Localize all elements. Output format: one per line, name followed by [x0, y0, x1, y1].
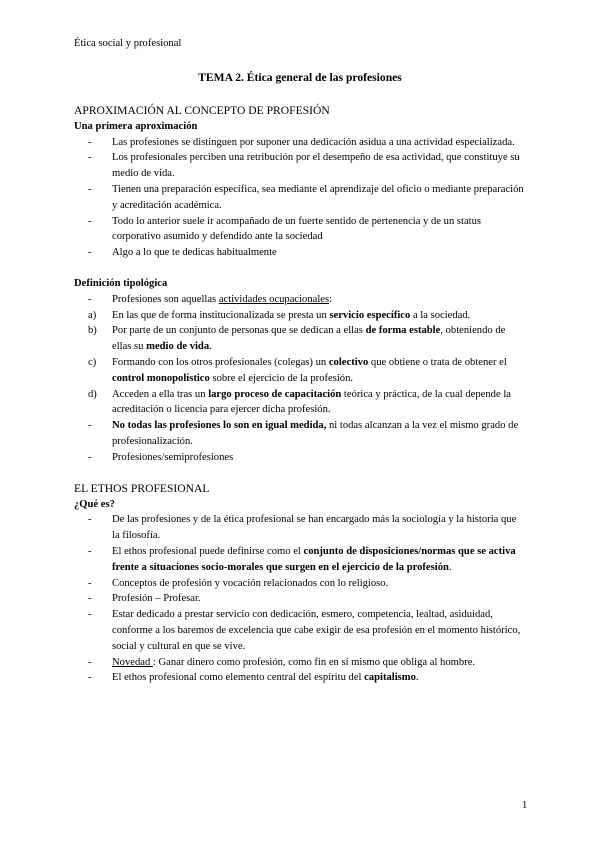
list-item: - El ethos profesional como elemento central del espíritu del capitalismo. [74, 670, 526, 686]
dash-marker: - [88, 247, 92, 259]
dash-marker: - [88, 514, 92, 526]
subheading-que-es: ¿Qué es? [74, 498, 115, 510]
list-ethos [74, 512, 526, 686]
dash-marker: - [88, 656, 92, 668]
list-item: c) Formando con los otros profesionales (colegas) un colectivo que obtiene o trata de obtener el control monopolístico sobre el ejercicio de la profesión. [88, 356, 507, 384]
page-number: 1 [522, 800, 528, 811]
page-title: TEMA 2. Ética general de las profesiones [198, 71, 402, 84]
list-item: - El ethos profesional puede definirse como el conjunto de disposiciones/normas que se activa frente a situaciones socio-morales que surgen en el ejercicio de la profesión. [88, 545, 516, 573]
list-item: - Tienen una preparación específica, sea mediante el aprendizaje del oficio o mediante preparación y acreditación académica. [88, 183, 524, 211]
dash-marker: - [88, 215, 92, 227]
list-item: - Conceptos de profesión y vocación relacionados con lo religioso. [74, 576, 526, 592]
list-item: - Estar dedicado a prestar servicio con dedicación, esmero, competencia, lealtad, asiduidad, conforme a los baremos de excelencia que cabe exigir de esa profesión en el momento histórico, social y cultural en que se vive. [88, 609, 521, 652]
list-item: - Los profesionales perciben una retribución por el desempeño de esa actividad, que constituye su medio de vida. [88, 152, 520, 180]
dash-marker: - [88, 293, 92, 305]
subheading-definicion-tipologica: Definición tipológica [74, 277, 168, 289]
list-item: d) Acceden a ella tras un largo proceso de capacitación teórica y práctica, de la cual depende la acreditación o licencia para ejercer dicha profesión. [88, 388, 511, 416]
list-item: - Profesiones/semiprofesiones [74, 450, 526, 466]
dash-marker: - [88, 545, 92, 557]
dash-marker: - [88, 136, 92, 148]
list-item: - Novedad : Ganar dinero como profesión, como fin en sí mismo que obliga al hombre. [74, 655, 526, 671]
section-heading-profesion: APROXIMACIÓN AL CONCEPTO DE PROFESIÓN [74, 103, 330, 117]
section-heading-ethos: EL ETHOS PROFESIONAL [74, 481, 210, 495]
dash-marker: - [88, 672, 92, 684]
list-item: b) Por parte de un conjunto de personas que se dedican a ellas de forma estable, obteniendo de ellas su medio de vida. [88, 325, 506, 353]
dash-marker: - [88, 420, 92, 432]
dash-marker: - [88, 577, 92, 589]
page-header: Ética social y profesional [74, 38, 182, 49]
list-item: a) En las que de forma institucionalizada se presta un servicio específico a la sociedad. [88, 309, 471, 321]
list-item: - Todo lo anterior suele ir acompañado de un fuerte sentido de pertenencia y de un status corporativo asumido y defendido ante la sociedad [88, 215, 482, 243]
list-item: - Algo a lo que te dedicas habitualmente [74, 245, 526, 261]
dash-marker: - [88, 183, 92, 195]
list-item: - No todas las profesiones lo son en igual medida, ni todas alcanzan a la vez el mismo grado de profesionalización. [88, 420, 519, 447]
subheading-primera-aproximacion: Una primera aproximación [74, 120, 198, 132]
dash-marker: - [88, 593, 92, 605]
list-definicion-tipologica [74, 292, 526, 466]
dash-marker: - [88, 609, 92, 621]
list-item: - Las profesiones se distinguen por suponer una dedicación asidua a una actividad especializada. [74, 135, 526, 151]
list-item: - Profesión – Profesar. [74, 591, 526, 607]
dash-marker: - [88, 152, 92, 164]
list-item: - Profesiones son aquellas actividades ocupacionales: [74, 292, 526, 308]
dash-marker: - [88, 451, 92, 463]
list-primera-aproximacion [74, 135, 526, 261]
document-body [74, 70, 526, 686]
list-item: - De las profesiones y de la ética profesional se han encargado más la sociología y la historia que la filosofía. [88, 514, 517, 542]
